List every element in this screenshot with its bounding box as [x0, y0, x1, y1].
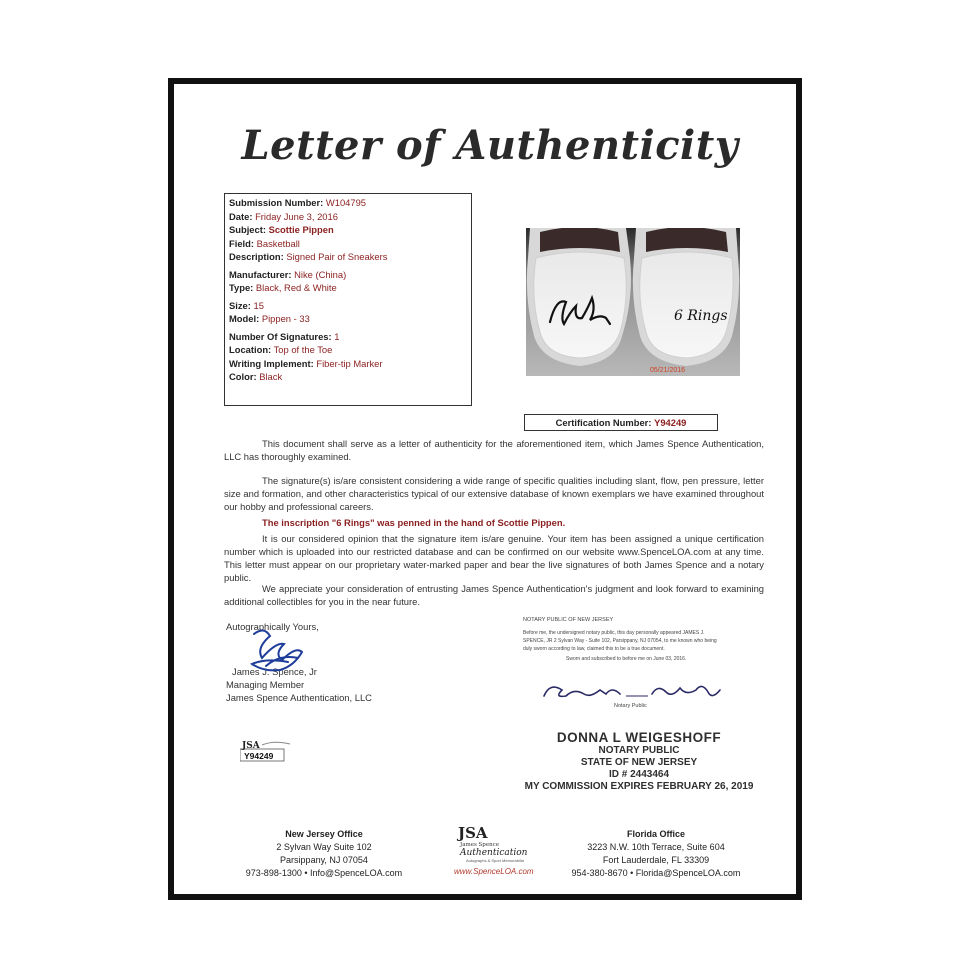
notary-signature: [540, 676, 730, 706]
svg-text:JSA: JSA: [458, 824, 488, 842]
notary-stamp: [524, 730, 754, 793]
notary-stamp-expires: MY COMMISSION EXPIRES FEBRUARY 26, 2019: [524, 781, 754, 792]
nj-office-heading: New Jersey Office: [285, 829, 363, 839]
svg-text:JSA: JSA: [242, 741, 260, 751]
notary-header: NOTARY PUBLIC OF NEW JERSEY: [523, 617, 614, 623]
james-spence-signature: [236, 622, 310, 678]
jsa-sticker: [240, 738, 306, 764]
subject-row: Subject: Scottie Pippen: [229, 224, 334, 235]
date-row: Date: Friday June 3, 2016: [229, 210, 338, 222]
sticker-number: Y94249: [244, 751, 274, 761]
paragraph-closing: We appreciate your consideration of entrusting James Spence Authentication's judgment and look forward to examining additional collectibles for you in the near future.: [224, 583, 764, 607]
nj-office-address-1: 2 Sylvan Way Suite 102: [276, 842, 372, 852]
fl-office-address-1: 3223 N.W. 10th Terrace, Suite 604: [587, 842, 725, 852]
paragraph-intro: This document shall serve as a letter of authenticity for the aforementioned item, which James Spence Authentication, LLC has thoroughly examined.: [224, 438, 764, 462]
sneaker-photo: [526, 228, 740, 376]
signer-role: Managing Member: [226, 679, 305, 690]
jsa-footer-logo: [448, 822, 540, 878]
submission-row: Submission Number: W104795: [229, 197, 367, 208]
svg-text:James Spence: James Spence: [460, 842, 499, 848]
type-row: Type: Black, Red & White: [229, 282, 337, 293]
fl-office-address-2: Fort Lauderdale, FL 33309: [602, 855, 710, 865]
notary-line-3: duly sworn according to law, claimed this to be a true document.: [523, 646, 665, 652]
size-row: Size: 15: [229, 299, 264, 311]
new-jersey-office: [236, 828, 412, 880]
notary-stamp-name: DONNA L WEIGESHOFF: [556, 730, 722, 745]
florida-office: [558, 828, 754, 880]
sneaker-photo-image: [526, 228, 740, 376]
implement-row: Writing Implement: Fiber-tip Marker: [229, 357, 383, 369]
model-row: Model: Pippen - 33: [229, 313, 310, 324]
photo-inscription: 6 Rings: [674, 308, 728, 324]
fl-office-heading: Florida Office: [626, 829, 685, 839]
svg-text:Autographs & Sport Memorabilia: Autographs & Sport Memorabilia: [466, 858, 524, 863]
manufacturer-row: Manufacturer: Nike (China): [229, 268, 347, 280]
notary-line-1: Before me, the undersigned notary public, this day personally appeared JAMES J.: [523, 630, 705, 636]
submission-details-box: [224, 193, 472, 406]
notary-stamp-state: STATE OF NEW JERSEY: [580, 757, 698, 768]
notary-stamp-title: NOTARY PUBLIC: [598, 745, 680, 756]
location-row: Location: Top of the Toe: [229, 344, 333, 355]
notary-stamp-id: ID # 2443464: [608, 769, 670, 780]
certification-number-box: Certification Number: Y94249: [524, 414, 718, 431]
paragraph-analysis: The signature(s) is/are consistent considering a wide range of specific qualities including slant, flow, pen pressure, letter size and formation, and other characteristics typical of our extensive database of known exemplars we have examined throughout our hobby and professional careers.: [224, 475, 764, 512]
jsa-sticker-logo: [240, 738, 306, 764]
nj-office-contact: 973-898-1300 • Info@SpenceLOA.com: [245, 868, 403, 878]
notary-signature-caption: Notary Public: [614, 703, 647, 709]
photo-date-stamp: 05/21/2016: [650, 367, 686, 374]
inscription-statement: The inscription "6 Rings" was penned in the hand of Scottie Pippen.: [262, 517, 566, 528]
nj-office-address-2: Parsippany, NJ 07054: [280, 855, 368, 865]
paragraph-opinion: It is our considered opinion that the signature item is/are genuine. Your item has been assigned a unique certification number which is uploaded into our restricted database and can be confirmed on our website www.SpenceLOA.com at any time. This letter must appear on our proprietary water-marked paper and bear the live signatures of both James Spence and a notary public.: [224, 533, 764, 583]
signer-name: James J. Spence, Jr: [232, 666, 317, 677]
description-row: Description: Signed Pair of Sneakers: [229, 251, 388, 262]
signer-company: James Spence Authentication, LLC: [226, 692, 372, 703]
notary-line-2: SPENCE, JR 2 Sylvan Way - Suite 102, Parsippany, NJ 07054, to me known who being: [523, 638, 717, 644]
fl-office-contact: 954-380-8670 • Florida@SpenceLOA.com: [571, 868, 741, 878]
svg-text:Authentication: Authentication: [460, 848, 528, 858]
notary-sworn: Sworn and subscribed to before me on June 03, 2016.: [566, 656, 687, 662]
signatures-row: Number Of Signatures: 1: [229, 330, 340, 342]
closing-text: Autographically Yours,: [226, 621, 319, 632]
page-title: Letter of Authenticity: [241, 122, 739, 169]
color-row: Color: Black: [229, 371, 283, 382]
field-row: Field: Basketball: [229, 237, 300, 249]
svg-text:www.SpenceLOA.com: www.SpenceLOA.com: [454, 867, 534, 876]
